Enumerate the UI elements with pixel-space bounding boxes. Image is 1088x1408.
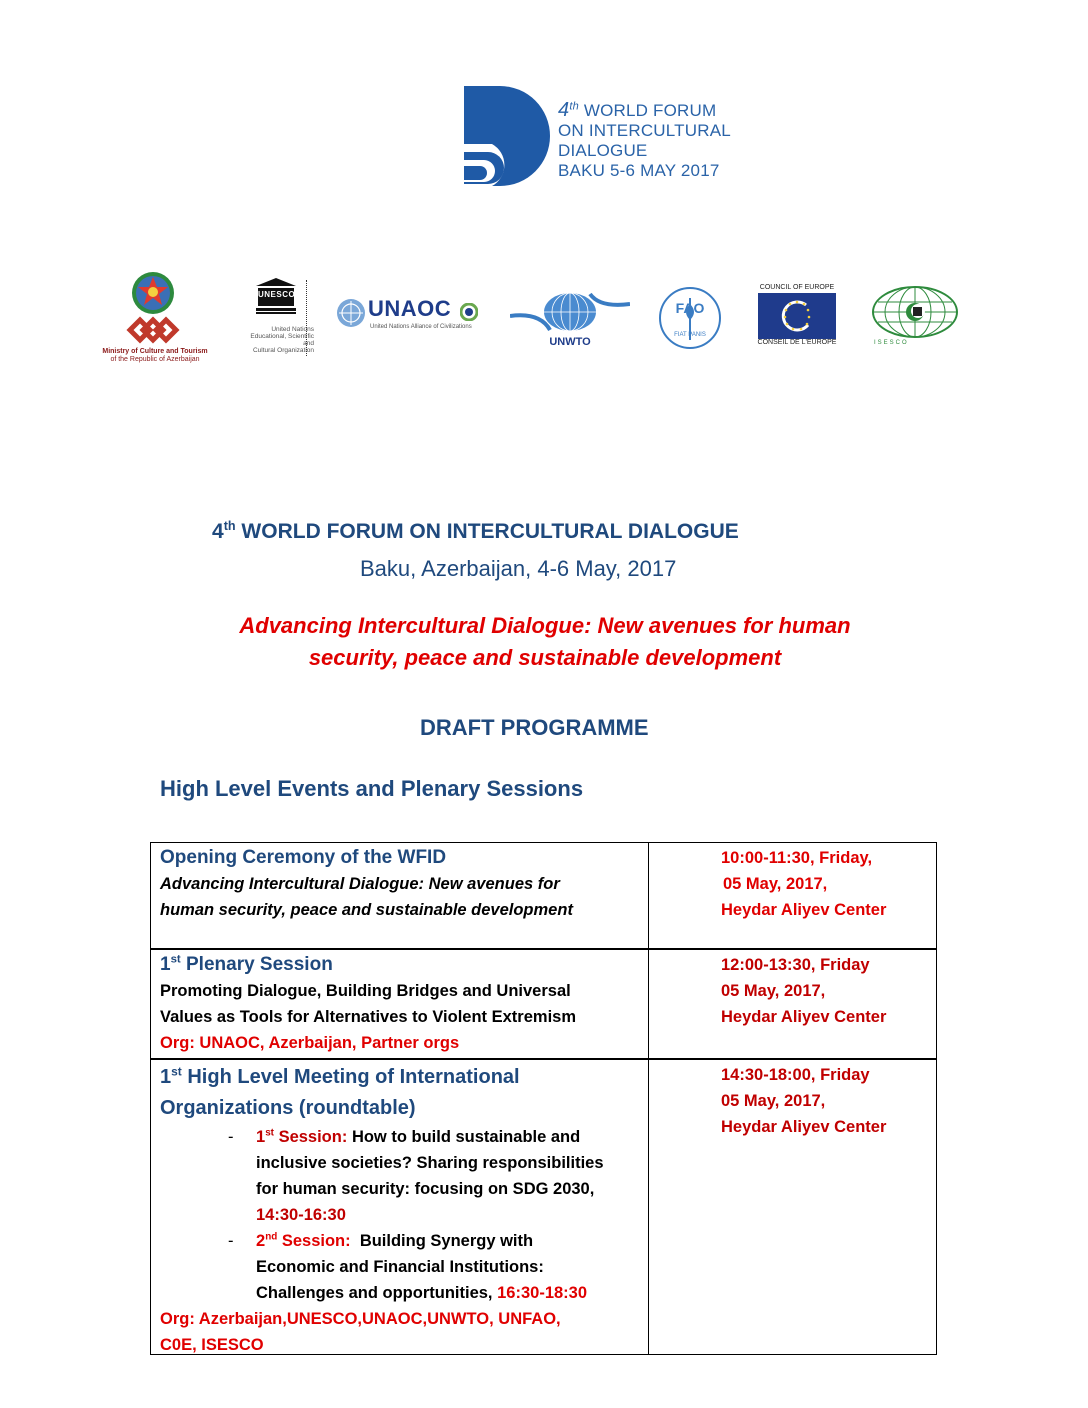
unwto-logo [510,290,630,352]
session-text-line3: for human security: focusing on SDG 2030, [256,1180,595,1198]
schedule-time: 10:00-11:30, Friday, [721,849,873,867]
event-title [160,952,648,978]
session-text-line1: How to build sustainable and [351,1128,581,1146]
theme-line2: security, peace and sustainable development [308,645,782,670]
session-label [256,1128,347,1146]
logo-ordinal-suffix: th [569,100,579,113]
fao-emblem-icon [658,286,722,350]
event-title-suffix: st [170,953,181,966]
event-organizers-line1: Org: Azerbaijan,UNESCO,UNAOC,UNWTO, UNFAO, [160,1310,561,1328]
session-text-line2: inclusive societies? Sharing responsibilities [256,1154,604,1172]
session-text-line3: Challenges and opportunities, [256,1284,493,1302]
forum-d-logo-icon [462,86,552,186]
session-dash: - [228,1128,234,1146]
session-item [160,1124,648,1228]
event-title-text: Plenary Session [186,954,333,975]
unaoc-tagline: United Nations Alliance of Civilizations [370,324,472,330]
session-text-line1: Building Synergy with [359,1232,534,1250]
session-label [256,1232,351,1250]
fao-logo [658,286,722,350]
event-subtitle-line1: Advancing Intercultural Dialogue: New avenues for [160,875,560,893]
event-title [160,1062,648,1093]
unesco-mark: UNESCO [258,290,296,299]
title-main: WORLD FORUM ON INTERCULTURAL DIALOGUE [241,520,739,543]
event-cell [151,1060,649,1354]
event-subtitle-line2: human security, peace and sustainable development [160,901,573,919]
unaoc-name: UNAOC [368,296,452,321]
schedule-cell [649,843,936,948]
event-title-ordinal: 1 [160,954,171,975]
table-row [151,950,936,1060]
title-ordinal-suffix: th [223,519,236,533]
schedule-cell [649,1060,936,1354]
table-row [151,1060,936,1354]
forum-theme [150,610,940,674]
schedule-date: 05 May, 2017, [723,875,828,893]
session-suffix: st [265,1127,274,1139]
isesco-globe-icon [870,284,960,340]
session-ordinal: 2 [256,1232,266,1250]
ministry-logo [100,270,210,366]
fao-letters: FAO [675,300,705,316]
coe-flag-icon [758,293,836,339]
azerbaijan-emblem-icon [130,270,176,316]
un-emblem-icon [336,298,366,328]
session-text-line2: Economic and Financial Institutions: [256,1258,544,1276]
forum-title [212,520,739,544]
draft-programme-heading: DRAFT PROGRAMME [420,715,649,740]
coe-logo [754,284,840,352]
coe-top-text: COUNCIL OF EUROPE [759,284,835,291]
event-title-ordinal: 1 [160,1066,172,1088]
session-item [160,1228,648,1306]
session-suffix: nd [265,1231,278,1243]
unwto-name: UNWTO [549,336,591,348]
schedule-venue: Heydar Aliyev Center [721,901,887,919]
event-cell [151,950,649,1058]
unesco-line3: Cultural Organization [252,347,314,354]
unesco-line2: Educational, Scientific and [250,333,314,347]
event-organizers: Org: UNAOC, Azerbaijan, Partner orgs [160,1034,460,1052]
table-row [151,843,936,950]
logo-line1: WORLD FORUM [583,101,717,120]
event-subtitle-line1: Promoting Dialogue, Building Bridges and Universal [160,982,571,1000]
event-title-line2: Organizations (roundtable) [160,1097,416,1119]
ministry-ornament-icon [126,314,180,346]
ministry-line1: Ministry of Culture and Tourism [102,348,208,355]
event-title-suffix: st [171,1064,182,1079]
logo-line4: BAKU 5-6 MAY 2017 [558,161,720,180]
event-title: Opening Ceremony of the WFID [160,847,447,868]
session-label-text: Session: [278,1128,348,1146]
session-time: 16:30-18:30 [497,1284,588,1302]
forum-logo-text [558,100,731,181]
forum-logo [462,86,742,188]
schedule-venue: Heydar Aliyev Center [721,1118,887,1136]
schedule-date: 05 May, 2017, [721,982,826,1000]
title-ordinal: 4 [212,520,224,543]
schedule-cell [649,950,936,1058]
event-subtitle-line2: Values as Tools for Alternatives to Violent Extremism [160,1008,576,1026]
isesco-logo [870,284,960,352]
unwto-globe-icon [510,290,630,336]
session-dash: - [228,1232,234,1250]
session-ordinal: 1 [256,1128,266,1146]
ministry-line2: of the Republic of Azerbaijan [110,356,200,363]
session-time: 14:30-16:30 [256,1206,346,1224]
unesco-divider [306,280,307,356]
unaoc-logo [336,298,486,334]
isesco-name: ISESCO [874,340,909,346]
coe-bottom-text: CONSEIL DE L'EUROPE [757,339,837,346]
schedule-time: 14:30-18:00, Friday [721,1066,870,1084]
event-cell [151,843,649,948]
unesco-line1: United Nations [271,326,314,333]
logo-line3: DIALOGUE [558,141,648,160]
schedule-venue: Heydar Aliyev Center [721,1008,887,1026]
event-organizers-line2: C0E, ISESCO [160,1336,264,1354]
schedule-date: 05 May, 2017, [721,1092,826,1110]
event-title-line1: High Level Meeting of International [187,1066,520,1088]
logo-line2: ON INTERCULTURAL [558,121,731,140]
session-label-text: Session: [281,1232,351,1250]
section-heading: High Level Events and Plenary Sessions [160,776,584,801]
theme-line1: Advancing Intercultural Dialogue: New avenues for human [239,613,851,638]
forum-location: Baku, Azerbaijan, 4-6 May, 2017 [360,556,677,581]
schedule-time: 12:00-13:30, Friday [721,956,870,974]
fao-motto: FIAT PANIS [674,332,706,338]
logo-ordinal: 4 [558,99,570,121]
programme-table [150,842,937,1355]
unesco-logo [250,278,312,358]
unaoc-eye-icon [460,303,478,321]
